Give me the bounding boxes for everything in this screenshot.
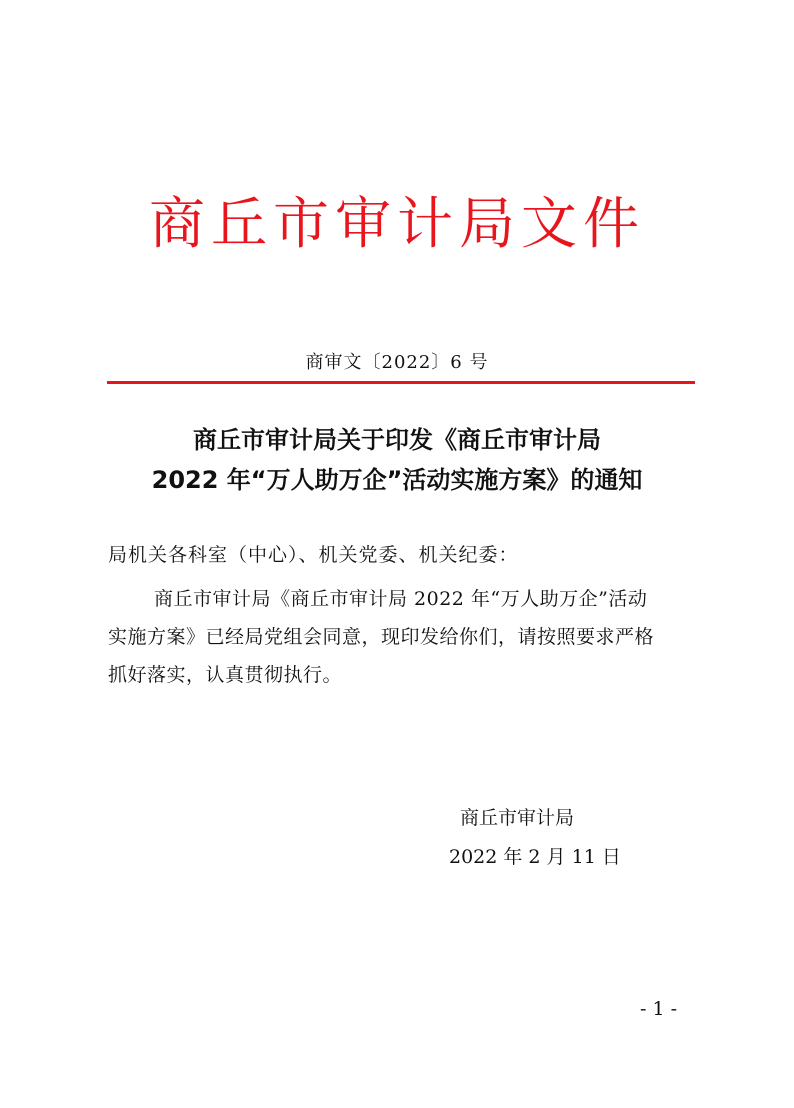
notice-title [90, 420, 704, 500]
notice-title-line-2: 2022 年“万人助万企”活动实施方案》的通知 [151, 466, 643, 494]
body-line-1: 商丘市审计局《商丘市审计局 2022 年“万人助万企”活动 [154, 588, 648, 610]
issue-date: 2022 年 2 月 11 日 [449, 846, 621, 868]
addressee: 局机关各科室（中心）、机关党委、机关纪委： [108, 544, 519, 566]
document-header-title: 商丘市审计局文件 [149, 192, 645, 257]
notice-title-line-1: 商丘市审计局关于印发《商丘市审计局 [193, 426, 601, 454]
body-line-2: 实施方案》已经局党组会同意，现印发给你们，请按照要求严格 [108, 626, 655, 648]
issuer-signature: 商丘市审计局 [460, 807, 575, 829]
body-line-3: 抓好落实，认真贯彻执行。 [108, 664, 343, 686]
document-number: 商审文〔2022〕6 号 [305, 352, 489, 373]
page-number: - 1 - [640, 998, 678, 1020]
red-divider-line [107, 381, 695, 384]
body-paragraph [108, 580, 698, 694]
